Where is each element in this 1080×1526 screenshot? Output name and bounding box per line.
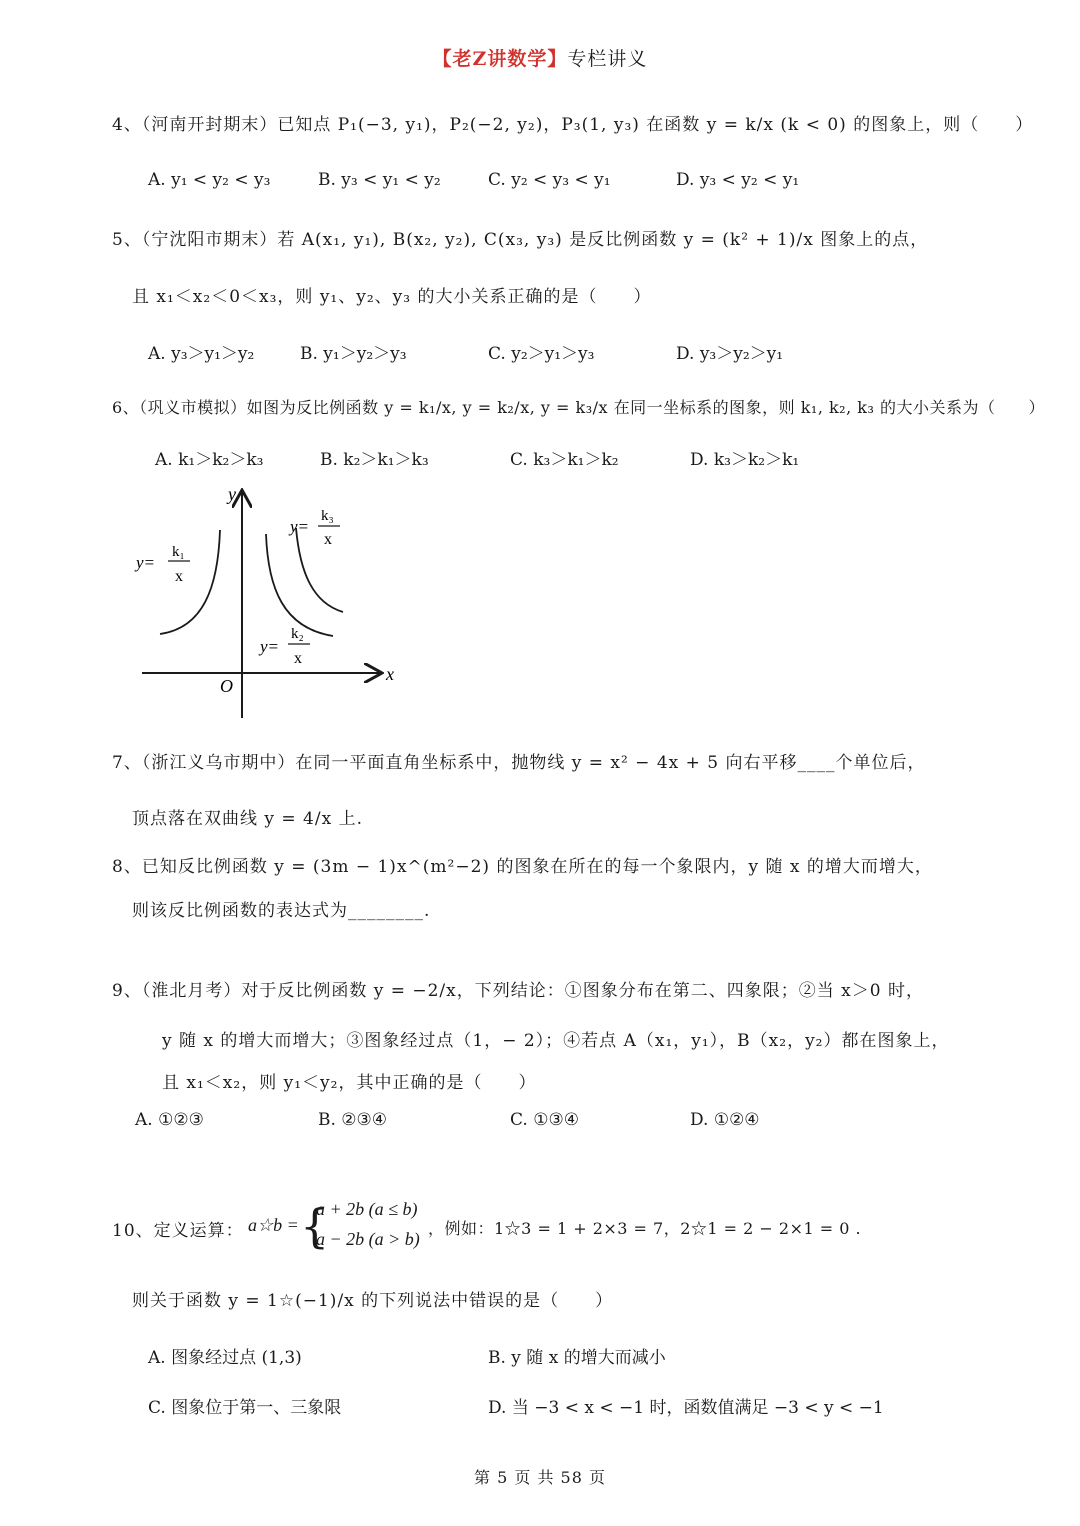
label-k3	[288, 508, 340, 548]
q6-option-a: A. k₁＞k₂＞k₃	[155, 450, 264, 470]
q4-option-b: B. y₃ < y₁ < y₂	[318, 170, 441, 190]
svg-text:y=: y=	[260, 637, 280, 656]
q8-stem: 8、已知反比例函数 y = (3m − 1)x^(m²−2) 的图象在所在的每一个象限内，y 随 x 的增大而增大，	[112, 857, 933, 877]
q5-option-a: A. y₃＞y₁＞y₂	[148, 344, 255, 364]
x-axis-label: x	[386, 664, 394, 684]
q6-hyperbola-graph	[128, 478, 408, 723]
q9-option-d: D. ①②④	[690, 1110, 760, 1130]
q4-stem: 4、（河南开封期末）已知点 P₁(−3, y₁)，P₂(−2, y₂)，P₃(1, y₃) 在函数 y = k/x (k < 0) 的图象上，则（ ）	[112, 115, 1034, 135]
page-header	[0, 44, 1080, 71]
q9-option-b: B. ②③④	[318, 1110, 388, 1130]
q7-stem: 7、（浙江义乌市期中）在同一平面直角坐标系中，抛物线 y = x² − 4x + 5 向右平移____个单位后，	[112, 753, 926, 773]
curve-k3	[296, 528, 343, 612]
svg-text:k₃: k₃	[321, 508, 334, 524]
q9-stem-line2: y 随 x 的增大而增大；③图象经过点（1，− 2）；④若点 A（x₁，y₁），B（x₂，y₂）都在图象上，	[162, 1031, 950, 1051]
q10-stem-line2: 则关于函数 y = 1☆(−1)/x 的下列说法中错误的是（ ）	[132, 1291, 614, 1311]
origin-label: O	[220, 676, 233, 696]
q10-case1: a + 2b (a ≤ b)	[316, 1199, 418, 1219]
header-suffix: 专栏讲义	[567, 48, 648, 70]
q10-example: ，例如：1☆3 = 1 + 2×3 = 7，2☆1 = 2 − 2×1 = 0 .	[428, 1219, 862, 1238]
q5-stem: 5、（宁沈阳市期末）若 A(x₁, y₁), B(x₂, y₂), C(x₃, y₃) 是反比例函数 y = (k² + 1)/x 图象上的点，	[112, 230, 929, 250]
q10-case2: a − 2b (a > b)	[316, 1229, 420, 1249]
svg-text:y=: y=	[136, 553, 156, 572]
q10-option-b: B. y 随 x 的增大而减小	[488, 1348, 666, 1368]
q10-option-c: C. 图象位于第一、三象限	[148, 1398, 342, 1418]
y-axis-label: y	[228, 484, 236, 504]
svg-text:k₂: k₂	[291, 626, 304, 642]
svg-text:x: x	[175, 568, 183, 585]
q8-stem-line2: 则该反比例函数的表达式为________.	[132, 901, 431, 921]
label-k2	[258, 626, 310, 667]
svg-text:x: x	[324, 531, 332, 548]
q6-stem: 6、（巩义市模拟）如图为反比例函数 y = k₁/x, y = k₂/x, y = k₃/x 在同一坐标系的图象，则 k₁, k₂, k₃ 的大小关系为（ ）	[112, 398, 1045, 417]
label-k1	[134, 544, 190, 585]
q5-option-d: D. y₃＞y₂＞y₁	[676, 344, 784, 364]
q5-stem-line2: 且 x₁＜x₂＜0＜x₃，则 y₁、y₂、y₃ 的大小关系正确的是（ ）	[132, 287, 652, 307]
q9-option-a: A. ①②③	[135, 1110, 204, 1130]
q10-op: a☆b =	[248, 1215, 299, 1235]
q4-option-c: C. y₂ < y₃ < y₁	[488, 170, 611, 190]
q6-option-c: C. k₃＞k₁＞k₂	[510, 450, 619, 470]
svg-text:x: x	[294, 650, 302, 667]
q9-stem-line3: 且 x₁＜x₂，则 y₁＜y₂，其中正确的是（ ）	[162, 1073, 537, 1093]
q5-option-c: C. y₂＞y₁＞y₃	[488, 344, 595, 364]
q6-option-b: B. k₂＞k₁＞k₃	[320, 450, 429, 470]
q7-stem-line2: 顶点落在双曲线 y = 4/x 上.	[132, 809, 363, 829]
q5-option-b: B. y₁＞y₂＞y₃	[300, 344, 407, 364]
q4-option-a: A. y₁ < y₂ < y₃	[148, 170, 271, 190]
q10-stem-prefix: 10、定义运算：	[112, 1221, 244, 1241]
q10-option-a: A. 图象经过点 (1,3)	[148, 1348, 302, 1368]
header-brand: 【老Z讲数学】	[432, 48, 568, 70]
q10-option-d: D. 当 −3 < x < −1 时，函数值满足 −3 < y < −1	[488, 1398, 884, 1418]
q9-option-c: C. ①③④	[510, 1110, 579, 1130]
q9-stem: 9、（淮北月考）对于反比例函数 y = −2/x，下列结论：①图象分布在第二、四象限；②当 x＞0 时，	[112, 981, 924, 1001]
q4-option-d: D. y₃ < y₂ < y₁	[676, 170, 800, 190]
q6-option-d: D. k₃＞k₂＞k₁	[690, 450, 800, 470]
curve-k1	[160, 530, 220, 634]
page-footer: 第 5 页 共 58 页	[474, 1468, 606, 1487]
svg-text:y=: y=	[290, 517, 310, 536]
svg-text:k₁: k₁	[172, 544, 185, 560]
q10-brace: {	[300, 1199, 330, 1253]
